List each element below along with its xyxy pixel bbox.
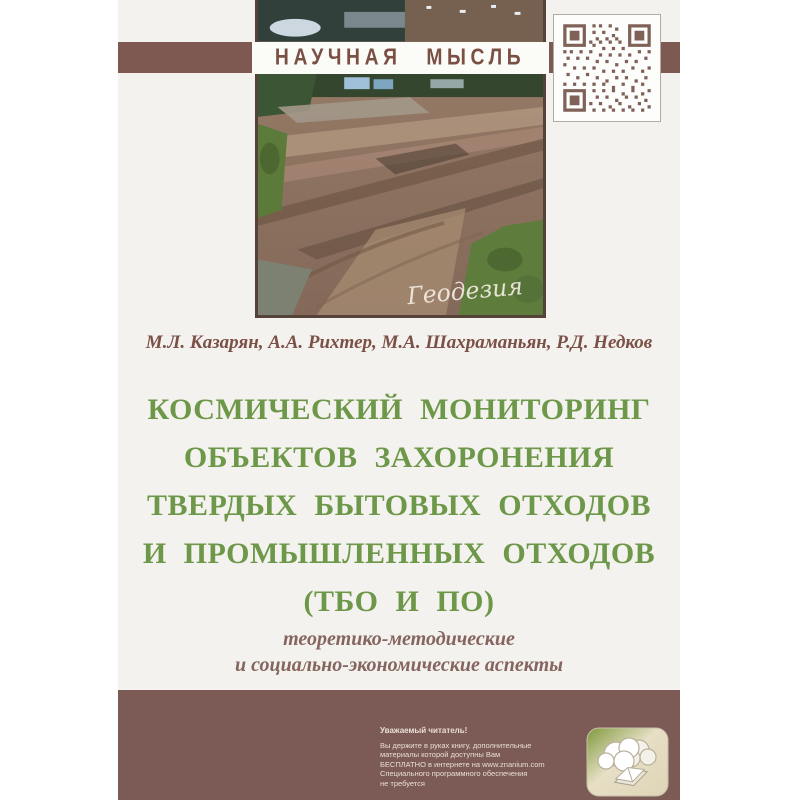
publisher-note-line: БЕСПЛАТНО в интернете на www.znanium.com bbox=[380, 759, 545, 769]
title-line: (ТБО И ПО) bbox=[303, 585, 495, 618]
bottom-color-band bbox=[118, 690, 680, 800]
qr-code-icon bbox=[560, 21, 654, 115]
publisher-note-heading: Уважаемый читатель! bbox=[380, 726, 468, 735]
book-title bbox=[138, 386, 660, 626]
publisher-note-line: Специального программного обеспечения bbox=[380, 769, 528, 778]
cloud-book-logo-icon bbox=[586, 727, 669, 797]
book-subtitle bbox=[138, 626, 660, 678]
title-line: КОСМИЧЕСКИЙ МОНИТОРИНГ bbox=[147, 393, 651, 426]
series-title: НАУЧНАЯ МЫСЛЬ bbox=[275, 45, 526, 70]
book-cover bbox=[118, 0, 680, 800]
publisher-note-line: Вы держите в руках книгу, дополнительные bbox=[380, 740, 532, 750]
subtitle-line: теоретико-методические bbox=[283, 628, 515, 650]
photo-watermark: Геодезия bbox=[406, 272, 524, 311]
title-line: ТВЕРДЫХ БЫТОВЫХ ОТХОДОВ bbox=[146, 489, 652, 522]
qr-code bbox=[553, 14, 661, 122]
publisher-note-line: материалы которой доступны Вам bbox=[380, 750, 501, 759]
authors-line: М.Л. Казарян, А.А. Рихтер, М.А. Шахраманьян, Р.Д. Недков bbox=[145, 332, 653, 353]
publisher-note bbox=[380, 726, 585, 788]
title-line: ОБЪЕКТОВ ЗАХОРОНЕНИЯ bbox=[183, 441, 615, 474]
publisher-note-line: не требуется bbox=[380, 778, 425, 788]
subtitle-line: и социально-экономические аспекты bbox=[234, 654, 564, 676]
series-strip bbox=[252, 42, 549, 74]
title-line: И ПРОМЫШЛЕННЫХ ОТХОДОВ bbox=[142, 537, 656, 570]
